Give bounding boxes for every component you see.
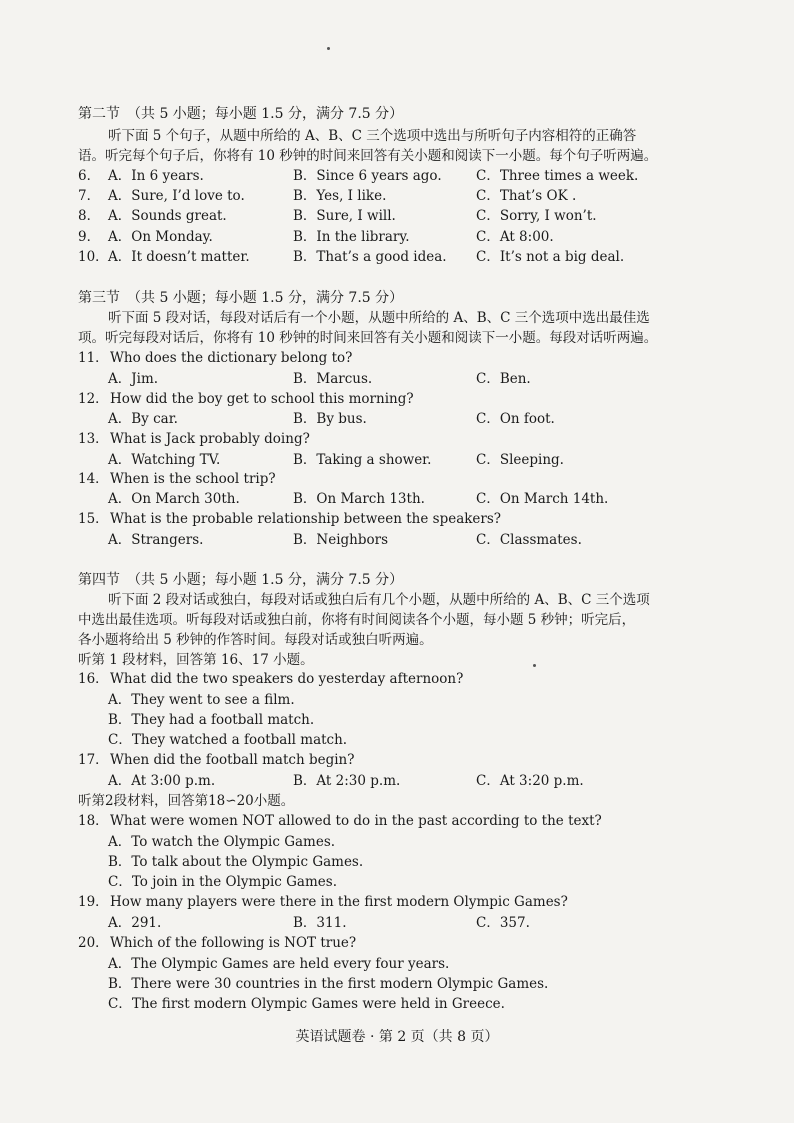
section-3-instructions-1: 听下面 5 段对话，每段对话后有一个小题，从题中所给的 A、B、C 三个选项中选出最佳选: [108, 310, 650, 326]
question-16: [78, 669, 463, 689]
question-number: 8．: [78, 208, 101, 224]
question-9: [78, 227, 738, 247]
question-number: 17．: [78, 752, 109, 768]
option-b: B．That’s a good idea.: [293, 249, 447, 265]
section-4-title: 第四节 （共 5 小题；每小题 1.5 分，满分 7.5 分）: [78, 572, 404, 588]
question-number: 13．: [78, 431, 109, 447]
option-b: B．311.: [293, 915, 347, 931]
question-text: What is the probable relationship between the speakers?: [110, 511, 502, 527]
question-text: When is the school trip?: [110, 471, 276, 487]
question-15: [78, 509, 501, 529]
question-number: 10．: [78, 249, 109, 265]
question-15-options: [108, 530, 748, 550]
option-c: C．Ben.: [476, 371, 531, 387]
question-number: 19．: [78, 894, 109, 910]
option-c: C．That’s OK .: [476, 188, 577, 204]
section-4-instructions-3: 各小题将给出 5 秒钟的作答时间。每段对话或独白听两遍。: [78, 632, 433, 648]
material-1-instruction: 听第 1 段材料，回答第 16、17 小题。: [78, 652, 314, 668]
option-b: B．Sure, I will.: [293, 208, 396, 224]
option-b: B．By bus.: [293, 411, 367, 427]
print-dot: [533, 664, 536, 667]
section-2-instructions-2: 语。听完每个句子后，你将有 10 秒钟的时间来回答有关小题和阅读下一小题。每个句子听两遍。: [78, 148, 658, 164]
question-text: Who does the dictionary belong to?: [110, 350, 353, 366]
question-number: 18．: [78, 813, 109, 829]
option-b: B．Yes, I like.: [293, 188, 387, 204]
question-13-options: [108, 450, 748, 470]
question-10: [78, 247, 738, 267]
question-text: When did the football match begin?: [110, 752, 355, 768]
option-a: A．Watching TV.: [108, 452, 221, 468]
question-20: [78, 933, 356, 953]
question-text: How many players were there in the first modern Olympic Games?: [110, 894, 568, 910]
option-c: C．At 8:00.: [476, 229, 554, 245]
option-a: A．Strangers.: [108, 532, 204, 548]
section-2-instructions-1: 听下面 5 个句子，从题中所给的 A、B、C 三个选项中选出与所听句子内容相符的正确答: [108, 128, 637, 144]
option-c: C．It’s not a big deal.: [476, 249, 625, 265]
option-a: A．Sounds great.: [108, 208, 227, 224]
option-c: C．To join in the Olympic Games.: [108, 874, 337, 890]
section-4-instructions-2: 中选出最佳选项。听每段对话或独白前，你将有时间阅读各个小题，每小题 5 秒钟；听完后，: [78, 612, 636, 628]
option-b: B．On March 13th.: [293, 491, 425, 507]
question-13: [78, 429, 310, 449]
option-a: A．It doesn’t matter.: [108, 249, 250, 265]
question-6: [78, 166, 738, 186]
question-7: [78, 186, 738, 206]
question-number: 16．: [78, 671, 109, 687]
question-8: [78, 206, 738, 226]
option-a: A．Jim.: [108, 371, 159, 387]
question-text: What is Jack probably doing?: [110, 431, 310, 447]
question-12-options: [108, 409, 748, 429]
question-number: 20．: [78, 935, 109, 951]
question-text: How did the boy get to school this morning?: [110, 391, 414, 407]
option-c: C．On foot.: [476, 411, 555, 427]
option-a: A．The Olympic Games are held every four years.: [108, 956, 450, 972]
question-text: What did the two speakers do yesterday afternoon?: [110, 671, 464, 687]
option-b: B．They had a football match.: [108, 712, 315, 728]
question-17-options: [108, 771, 748, 791]
option-c: C．357.: [476, 915, 530, 931]
question-18: [78, 811, 602, 831]
option-b: B．To talk about the Olympic Games.: [108, 854, 364, 870]
option-b: B．Neighbors: [293, 532, 389, 548]
option-c: C．At 3:20 p.m.: [476, 773, 584, 789]
option-a: A．They went to see a film.: [108, 692, 295, 708]
option-c: C．Three times a week.: [476, 168, 639, 184]
option-a: A．On March 30th.: [108, 491, 240, 507]
question-number: 14．: [78, 471, 109, 487]
option-c: C．On March 14th.: [476, 491, 609, 507]
option-a: A．291.: [108, 915, 162, 931]
question-text: What were women NOT allowed to do in the past according to the text?: [110, 813, 602, 829]
question-number: 15．: [78, 511, 109, 527]
section-2-title: 第二节 （共 5 小题；每小题 1.5 分，满分 7.5 分）: [78, 106, 404, 122]
question-number: 6．: [78, 168, 101, 184]
question-12: [78, 389, 414, 409]
option-c: C．Classmates.: [476, 532, 582, 548]
question-text: Which of the following is NOT true?: [110, 935, 357, 951]
option-b: B．Taking a shower.: [293, 452, 432, 468]
question-19: [78, 892, 568, 912]
page-footer: 英语试题卷 · 第 2 页（共 8 页）: [295, 1029, 499, 1045]
option-b: B．At 2:30 p.m.: [293, 773, 401, 789]
option-c: C．Sleeping.: [476, 452, 564, 468]
option-a: A．Sure, I’d love to.: [108, 188, 245, 204]
print-dot: [327, 47, 330, 50]
question-number: 12．: [78, 391, 109, 407]
question-number: 11．: [78, 350, 109, 366]
option-c: C．Sorry, I won’t.: [476, 208, 597, 224]
question-number: 7．: [78, 188, 101, 204]
option-b: B．Marcus.: [293, 371, 373, 387]
option-b: B．There were 30 countries in the first modern Olympic Games.: [108, 976, 549, 992]
option-b: B．In the library.: [293, 229, 410, 245]
question-11: [78, 348, 352, 368]
question-number: 9．: [78, 229, 101, 245]
option-c: C．They watched a football match.: [108, 732, 348, 748]
option-c: C．The first modern Olympic Games were held in Greece.: [108, 996, 505, 1012]
option-a: A．By car.: [108, 411, 178, 427]
question-17: [78, 750, 354, 770]
option-b: B．Since 6 years ago.: [293, 168, 442, 184]
section-3-instructions-2: 项。听完每段对话后，你将有 10 秒钟的时间来回答有关小题和阅读下一小题。每段对话听两遍。: [78, 330, 658, 346]
question-14-options: [108, 489, 748, 509]
section-3-title: 第三节 （共 5 小题；每小题 1.5 分，满分 7.5 分）: [78, 290, 404, 306]
option-a: A．On Monday.: [108, 229, 213, 245]
question-19-options: [108, 913, 748, 933]
option-a: A．In 6 years.: [108, 168, 204, 184]
option-a: A．At 3:00 p.m.: [108, 773, 216, 789]
material-2-instruction: 听第2段材料，回答第18∽20小题。: [78, 793, 295, 809]
option-a: A．To watch the Olympic Games.: [108, 834, 336, 850]
question-14: [78, 469, 276, 489]
question-11-options: [108, 369, 748, 389]
section-4-instructions-1: 听下面 2 段对话或独白，每段对话或独白后有几个小题，从题中所给的 A、B、C 三个选项: [108, 592, 650, 608]
